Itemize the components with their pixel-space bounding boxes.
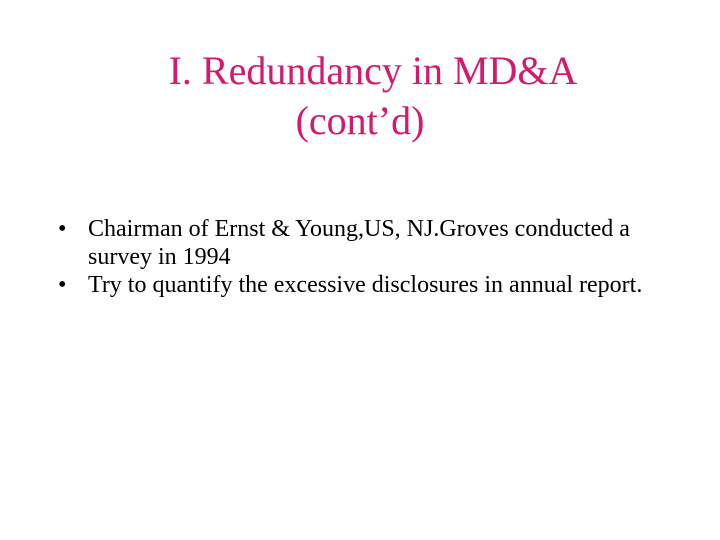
bullet-list <box>58 215 678 299</box>
bullet-item-1 <box>58 215 678 271</box>
slide-title-line-1: I. Redundancy in MD&A <box>168 48 578 93</box>
slide-title <box>0 46 720 146</box>
slide-title-line-2: (cont’d) <box>295 98 425 143</box>
bullet-icon: • <box>58 216 67 242</box>
bullet-item-2 <box>58 271 678 299</box>
bullet-text-1: Chairman of Ernst & Young,US, NJ.Groves conducted a survey in 1994 <box>88 216 630 270</box>
bullet-icon: • <box>58 272 67 298</box>
bullet-text-2: Try to quantify the excessive disclosures in annual report. <box>88 272 643 298</box>
